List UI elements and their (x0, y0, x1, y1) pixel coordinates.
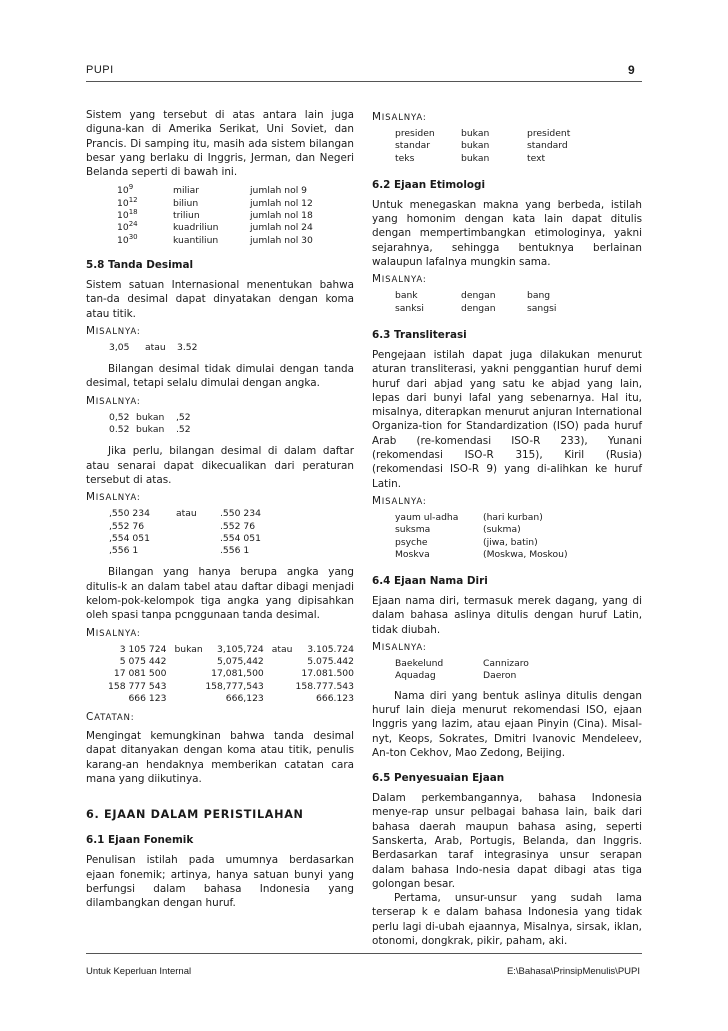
table-row (395, 290, 556, 302)
table-cell: kuantiliun (173, 234, 219, 246)
table-row (395, 140, 570, 152)
paragraph-6-4-b: Nama diri yang bentuk aslinya ditulis dengan huruf lain dieja menurut rekomendasi ISO, ejaan Inggris yang lazim, atau ejaan Pinyin (Cina). Misal-nyt, Keops, Sokrates, Dmitri Ivanovic Mendeleev, An-ton Cekhov, Mao Zedong, Beijing. (372, 689, 642, 759)
table-row (109, 508, 261, 520)
paragraph-note: Mengingat kemungkinan bahwa tanda desimal dapat ditanyakan dengan koma atau titik, penulis karang-an hendaknya memberikan catatan cara mana yang diikutinya. (86, 730, 354, 785)
table-row (109, 533, 261, 545)
paragraph-decimal-start: Bilangan desimal tidak dimulai dengan tanda desimal, tetapi selalu dimulai dengan angka. (86, 363, 354, 390)
table-cell (166, 668, 205, 680)
table-cell: jumlah nol 30 (250, 234, 313, 246)
power-of-ten: $10^{24}$ (117, 220, 138, 234)
example-label: MISALNYA: (86, 394, 141, 407)
table-cell (264, 693, 296, 705)
paragraph-6-4: Ejaan nama diri, termasuk merek dagang, yang di dalam bahasa aslinya ditulis dengan huruf Latin, tidak diubah. (372, 595, 642, 636)
table-cell: 3,105,724 (217, 643, 264, 655)
example-label: MISALNYA: (372, 273, 427, 286)
table-cell: 5.075.442 (307, 655, 354, 667)
table-cell: Moskva (395, 548, 430, 560)
table-cell: 3 105 724 (119, 643, 167, 655)
power-of-ten: $10^{18}$ (117, 208, 138, 222)
footer-path: E:\Bahasa\PrinsipMenulis\PUPI (506, 966, 640, 977)
table-cell: bukan (136, 411, 165, 423)
table-cell: ,556 1 (109, 545, 139, 557)
example-label: MISALNYA: (372, 641, 427, 654)
power-of-ten: $10^{12}$ (117, 195, 138, 209)
table-cell (176, 521, 220, 533)
table-cell (166, 681, 205, 693)
table-cell: ,554 051 (109, 532, 150, 544)
table-row (395, 512, 568, 524)
table-cell: standar (395, 140, 431, 152)
table-row (395, 549, 568, 561)
table-cell: (sukma) (483, 524, 521, 536)
table-cell: .554 051 (220, 532, 261, 544)
table-cell: triliun (173, 210, 200, 222)
table-cell: ,52 (176, 411, 191, 423)
table-cell: .556 1 (220, 545, 250, 557)
section-6-1-heading: 6.1 Ejaan Fonemik (86, 834, 194, 847)
table-cell: ,550 234 (109, 508, 150, 520)
table-row (395, 524, 568, 536)
table-cell: Daeron (483, 670, 517, 682)
section-5-8-heading: 5.8 Tanda Desimal (86, 258, 194, 271)
table-cell: Aquadag (395, 670, 436, 682)
table-cell: presiden (395, 128, 435, 139)
table-cell: 666,123 (225, 692, 264, 704)
example-decimal-2 (109, 412, 191, 437)
table-cell: dengan (461, 290, 496, 302)
table-cell: atau (176, 508, 197, 520)
example-label: MISALNYA: (86, 324, 141, 337)
paragraph-6-2: Untuk menegaskan makna yang berbeda, istilah yang homonim dengan kata lain dapat ditulis dengan mempertimbangkan etimologinya, yakni sejarahnya, sehingga bentuknya berlainan walaupun lafalnya mungkin sama. (372, 198, 642, 269)
table-cell: ,552 76 (109, 520, 145, 532)
chapter-6-heading: 6. EJAAN DALAM PERISTILAHAN (86, 808, 304, 822)
table-cell: sanksi (395, 302, 424, 314)
power-of-ten: $10^{30}$ (117, 232, 138, 246)
table-cell (264, 656, 296, 668)
table-cell: atau (271, 643, 293, 655)
table-cell: biliun (173, 197, 199, 209)
table-row (109, 545, 261, 557)
table-row (108, 693, 354, 705)
table-cell: bukan (461, 128, 490, 139)
section-6-2-heading: 6.2 Ejaan Etimologi (372, 178, 486, 191)
section-6-4-heading: 6.4 Ejaan Nama Diri (372, 575, 488, 588)
table-row (117, 235, 313, 247)
table-cell: dengan (461, 302, 496, 314)
table-cell (264, 681, 296, 693)
table-cell: (hari kurban) (483, 511, 543, 523)
example-label: MISALNYA: (86, 491, 141, 504)
table-cell: 666.123 (316, 692, 354, 704)
table-cell: suksma (395, 524, 431, 536)
table-cell: bang (527, 290, 551, 302)
section-6-3-heading: 6.3 Transliterasi (372, 328, 467, 341)
page-number: 9 (628, 63, 635, 77)
paragraph-6-5: Dalam perkembangannya, bahasa Indonesia menye-rap unsur pelbagai bahasa lain, baik dari bahasa daerah maupun bahasa asing, seperti Sanskerta, Arab, Portugis, Belanda, dan Inggris. Berdasarkan taraf integrasinya unsur serapan dalam bahasa Indo-nesia dapat dibagi atas tiga golongan besar. (372, 792, 642, 890)
table-cell: president (527, 128, 571, 139)
table-row (108, 644, 354, 656)
table-cell: bukan (174, 643, 203, 655)
example-decimal-1: 3,05 atau 3.52 (109, 341, 198, 353)
footer-rule (86, 953, 642, 954)
example-phonemic (395, 128, 570, 165)
table-cell: bukan (461, 140, 490, 152)
running-header-title: PUPI (86, 64, 114, 76)
example-transliteration (395, 512, 568, 561)
table-cell: jumlah nol 9 (250, 185, 308, 197)
section-6-5-heading: 6.5 Penyesuaian Ejaan (372, 772, 505, 785)
table-cell: jumlah nol 18 (250, 210, 313, 222)
table-row (117, 210, 313, 222)
table-row (395, 153, 570, 165)
table-cell: 158.777.543 (295, 680, 354, 692)
table-row (109, 521, 261, 533)
table-cell: .550 234 (220, 508, 261, 520)
table-cell: 666 123 (128, 692, 167, 704)
example-label: MISALNYA: (86, 626, 141, 639)
example-proper-names (395, 658, 529, 683)
table-cell: miliar (173, 185, 200, 197)
paragraph-digit-groups: Bilangan yang hanya berupa angka yang ditulis-k an dalam tabel atau daftar dibagi menjadi kelom-pok-kelompok tiga angka yang dipisahkan oleh spasi tanpa pcnggunaan tanda desimal. (86, 566, 354, 622)
paragraph-6-1: Penulisan istilah pada umumnya berdasarkan ejaan fonemik; artinya, hanya satuan bunyi yang berfungsi dalam bahasa Indonesia yang dilambangkan dengan huruf. (86, 854, 354, 910)
paragraph-6-5-b: Pertama, unsur-unsur yang sudah lama terserap k e dalam bahasa Indonesia yang tidak perlu lagi di-ubah ejaannya, Misalnya, sirsak, iklan, otonomi, dongkrak, pikir, paham, aki. (372, 892, 642, 948)
paragraph-intro: Sistem yang tersebut di atas antara lain juga diguna-kan di Amerika Serikat, Uni Soviet, dan Prancis. Di samping itu, masih ada sistem bilangan besar yang berlaku di Inggris, Jerman, dan Negeri Belanda seperti di bawah ini. (86, 109, 354, 179)
example-etymology (395, 290, 556, 315)
table-cell: 17 081 500 (113, 668, 167, 680)
paragraph-5-8: Sistem satuan Internasional menentukan bahwa tan-da desimal dapat dinyatakan dengan koma atau titik. (86, 278, 354, 320)
table-cell (264, 668, 296, 680)
table-cell: 0.52 (109, 424, 130, 436)
big-number-table (117, 185, 313, 246)
table-row (108, 668, 354, 680)
note-label: CATATAN: (86, 711, 135, 724)
table-cell: text (527, 152, 546, 164)
table-cell: 0,52 (109, 411, 130, 423)
table-row (395, 658, 529, 670)
paragraph-6-3: Pengejaan istilah dapat juga dilakukan menurut aturan transliterasi, yakni penggantian huruf demi huruf dari abjad yang satu ke abjad yang lain, lepas dari bunyi lafal yang sebenarnya. Hal itu, misalnya, diterapkan menurut anjuran International Organiza-tion for Standardization (ISO) pada huruf Arab (re-komendasi ISO-R 233), Yunani (rekomendasi ISO-R 315), Kiril (Rusia) (rekomendasi ISO-R 9) yang di-alihkan ke huruf Latin. (372, 348, 642, 490)
table-cell: jumlah nol 24 (250, 222, 313, 234)
table-cell (176, 545, 220, 557)
paragraph-decimal-list: Jika perlu, bilangan desimal di dalam daftar atau senarai dapat dikecualikan dari peraturan tersebut di atas. (86, 445, 354, 486)
table-row (395, 537, 568, 549)
table-row (117, 198, 313, 210)
table-row (108, 656, 354, 668)
table-cell (166, 656, 205, 668)
table-cell: (Moskwa, Moskou) (483, 548, 568, 560)
table-row (108, 681, 354, 693)
power-of-ten: $10^9$ (117, 183, 134, 197)
example-label: MISALNYA: (372, 494, 427, 507)
table-cell: bukan (461, 152, 490, 164)
table-cell: 5,075,442 (217, 655, 264, 667)
table-cell: Baekelund (395, 658, 444, 670)
table-cell: .552 76 (220, 520, 256, 532)
table-cell: standard (527, 140, 568, 152)
right-column (372, 108, 642, 952)
table-cell: .52 (176, 424, 191, 436)
table-cell: sangsi (527, 302, 557, 314)
example-decimal-3 (109, 508, 261, 557)
table-cell: 5 075 442 (119, 655, 167, 667)
table-row (109, 424, 191, 436)
example-label: MISALNYA: (372, 111, 427, 123)
table-cell (166, 693, 205, 705)
table-cell: yaum ul-adha (395, 511, 459, 523)
left-column (86, 108, 354, 914)
table-row (109, 412, 191, 424)
table-cell: jumlah nol 12 (250, 197, 313, 209)
table-cell: kuadriliun (173, 222, 219, 234)
table-cell: 158,777,543 (205, 680, 264, 692)
table-row (117, 185, 313, 197)
table-cell (176, 533, 220, 545)
table-cell: psyche (395, 536, 428, 548)
table-cell: (jiwa, batin) (483, 536, 538, 548)
table-row (395, 128, 570, 140)
table-row (395, 670, 529, 682)
table-cell: 3.105.724 (307, 643, 354, 655)
table-cell: bank (395, 290, 418, 302)
table-row (395, 303, 556, 315)
table-cell: 158 777 543 (108, 680, 167, 692)
table-cell: 17,081,500 (211, 668, 264, 680)
table-cell: Cannizaro (483, 658, 529, 670)
table-cell: 17.081.500 (301, 668, 354, 680)
footer-left: Untuk Keperluan Internal (86, 966, 192, 977)
example-digit-groups (108, 644, 354, 705)
table-row (117, 222, 313, 234)
header-rule (86, 81, 642, 82)
table-cell: bukan (136, 424, 165, 436)
table-cell: teks (395, 152, 415, 164)
